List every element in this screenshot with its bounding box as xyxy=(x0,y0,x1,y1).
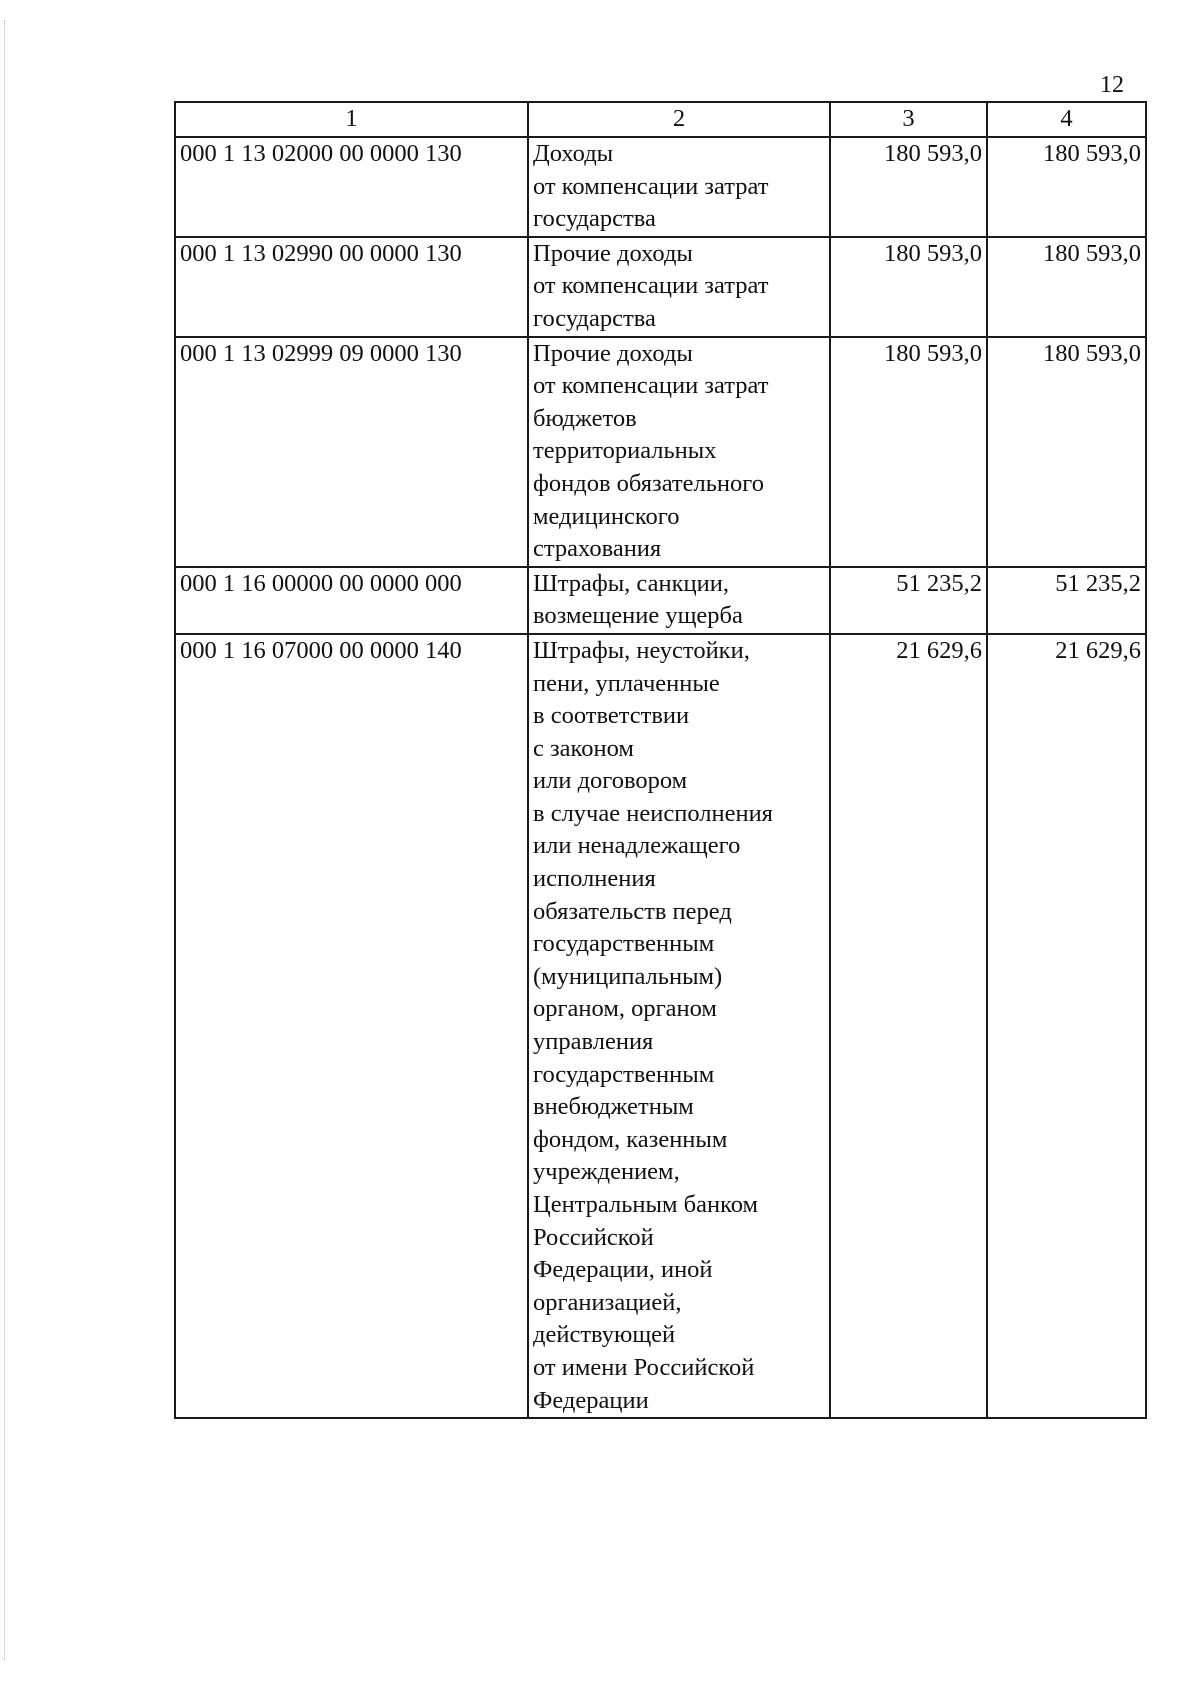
revenue-code-cell: 000 1 16 07000 00 0000 140 xyxy=(175,634,528,1418)
revenue-table xyxy=(174,101,1147,1419)
amount-col4-cell: 180 593,0 xyxy=(987,237,1146,337)
revenue-name-line: от имени Российской xyxy=(533,1353,755,1381)
revenue-code-cell: 000 1 13 02000 00 0000 130 xyxy=(175,137,528,237)
revenue-name-line: учреждением, xyxy=(533,1158,680,1186)
revenue-name-cell xyxy=(528,634,830,1418)
revenue-name-cell xyxy=(528,137,830,237)
revenue-name-line: от компенсации затрат xyxy=(533,372,769,400)
table-row xyxy=(175,237,1146,337)
revenue-name-line: возмещение ущерба xyxy=(533,602,743,630)
revenue-name-line: Прочие доходы xyxy=(533,239,693,267)
revenue-name-line: Штрафы, неустойки, xyxy=(533,636,750,664)
column-header-4: 4 xyxy=(987,102,1146,137)
amount-col3-cell: 180 593,0 xyxy=(830,337,987,567)
revenue-name-line: Российской xyxy=(533,1223,654,1251)
revenue-name-line: внебюджетным xyxy=(533,1093,694,1121)
revenue-name-line: в соответствии xyxy=(533,702,690,730)
revenue-name-cell xyxy=(528,237,830,337)
scan-edge-noise xyxy=(4,20,6,1660)
revenue-name-line: государства xyxy=(533,205,656,233)
amount-col4-cell: 180 593,0 xyxy=(987,337,1146,567)
column-header-3: 3 xyxy=(830,102,987,137)
revenue-name-line: с законом xyxy=(533,734,634,762)
table-row xyxy=(175,137,1146,237)
table-row xyxy=(175,634,1146,1418)
revenue-name-line: медицинского xyxy=(533,502,680,530)
revenue-name-line: Доходы xyxy=(533,140,614,167)
page-number: 12 xyxy=(1100,72,1124,98)
revenue-code-cell: 000 1 13 02999 09 0000 130 xyxy=(175,337,528,567)
revenue-name-line: государственным xyxy=(533,930,715,958)
revenue-name-line: Центральным банком xyxy=(533,1191,759,1218)
amount-col4-cell: 180 593,0 xyxy=(987,137,1146,237)
revenue-name-line: государственным xyxy=(533,1060,715,1088)
revenue-code-cell: 000 1 13 02990 00 0000 130 xyxy=(175,237,528,337)
amount-col3-cell: 51 235,2 xyxy=(830,567,987,634)
revenue-name-line: исполнения xyxy=(533,865,656,893)
revenue-name-line: от компенсации затрат xyxy=(533,272,769,300)
revenue-name-line: в случае неисполнения xyxy=(533,799,773,827)
revenue-name-cell xyxy=(528,337,830,567)
revenue-name-line: Федерации xyxy=(533,1386,649,1414)
amount-col3-cell: 180 593,0 xyxy=(830,137,987,237)
column-header-2: 2 xyxy=(528,102,830,137)
revenue-name-line: органом, органом xyxy=(533,995,717,1023)
amount-col3-cell: 21 629,6 xyxy=(830,634,987,1418)
revenue-name-line: государства xyxy=(533,304,656,332)
table-header-row xyxy=(175,102,1146,137)
revenue-name-cell xyxy=(528,567,830,634)
revenue-name-line: или договором xyxy=(533,767,688,795)
revenue-name-line: бюджетов xyxy=(533,404,637,432)
revenue-name-line: или ненадлежащего xyxy=(533,832,741,860)
revenue-name-line: действующей xyxy=(533,1321,676,1349)
revenue-name-line: Прочие доходы xyxy=(533,339,693,367)
column-header-1: 1 xyxy=(175,102,528,137)
revenue-name-line: страхования xyxy=(533,535,662,563)
revenue-name-line: организацией, xyxy=(533,1288,682,1316)
revenue-name-line: (муниципальным) xyxy=(533,962,723,990)
amount-col4-cell: 21 629,6 xyxy=(987,634,1146,1418)
revenue-name-line: Штрафы, санкции, xyxy=(533,569,729,597)
revenue-name-line: обязательств перед xyxy=(533,897,732,925)
revenue-name-line: управления xyxy=(533,1028,654,1056)
revenue-code-cell: 000 1 16 00000 00 0000 000 xyxy=(175,567,528,634)
revenue-name-line: от компенсации затрат xyxy=(533,172,769,200)
amount-col3-cell: 180 593,0 xyxy=(830,237,987,337)
amount-col4-cell: 51 235,2 xyxy=(987,567,1146,634)
revenue-name-line: Федерации, иной xyxy=(533,1256,713,1284)
revenue-name-line: фондов обязательного xyxy=(533,469,764,497)
revenue-name-line: территориальных xyxy=(533,437,717,465)
table-row xyxy=(175,337,1146,567)
revenue-name-line: пени, уплаченные xyxy=(533,669,720,697)
table-row xyxy=(175,567,1146,634)
table-body xyxy=(175,137,1146,1418)
revenue-name-line: фондом, казенным xyxy=(533,1125,728,1153)
